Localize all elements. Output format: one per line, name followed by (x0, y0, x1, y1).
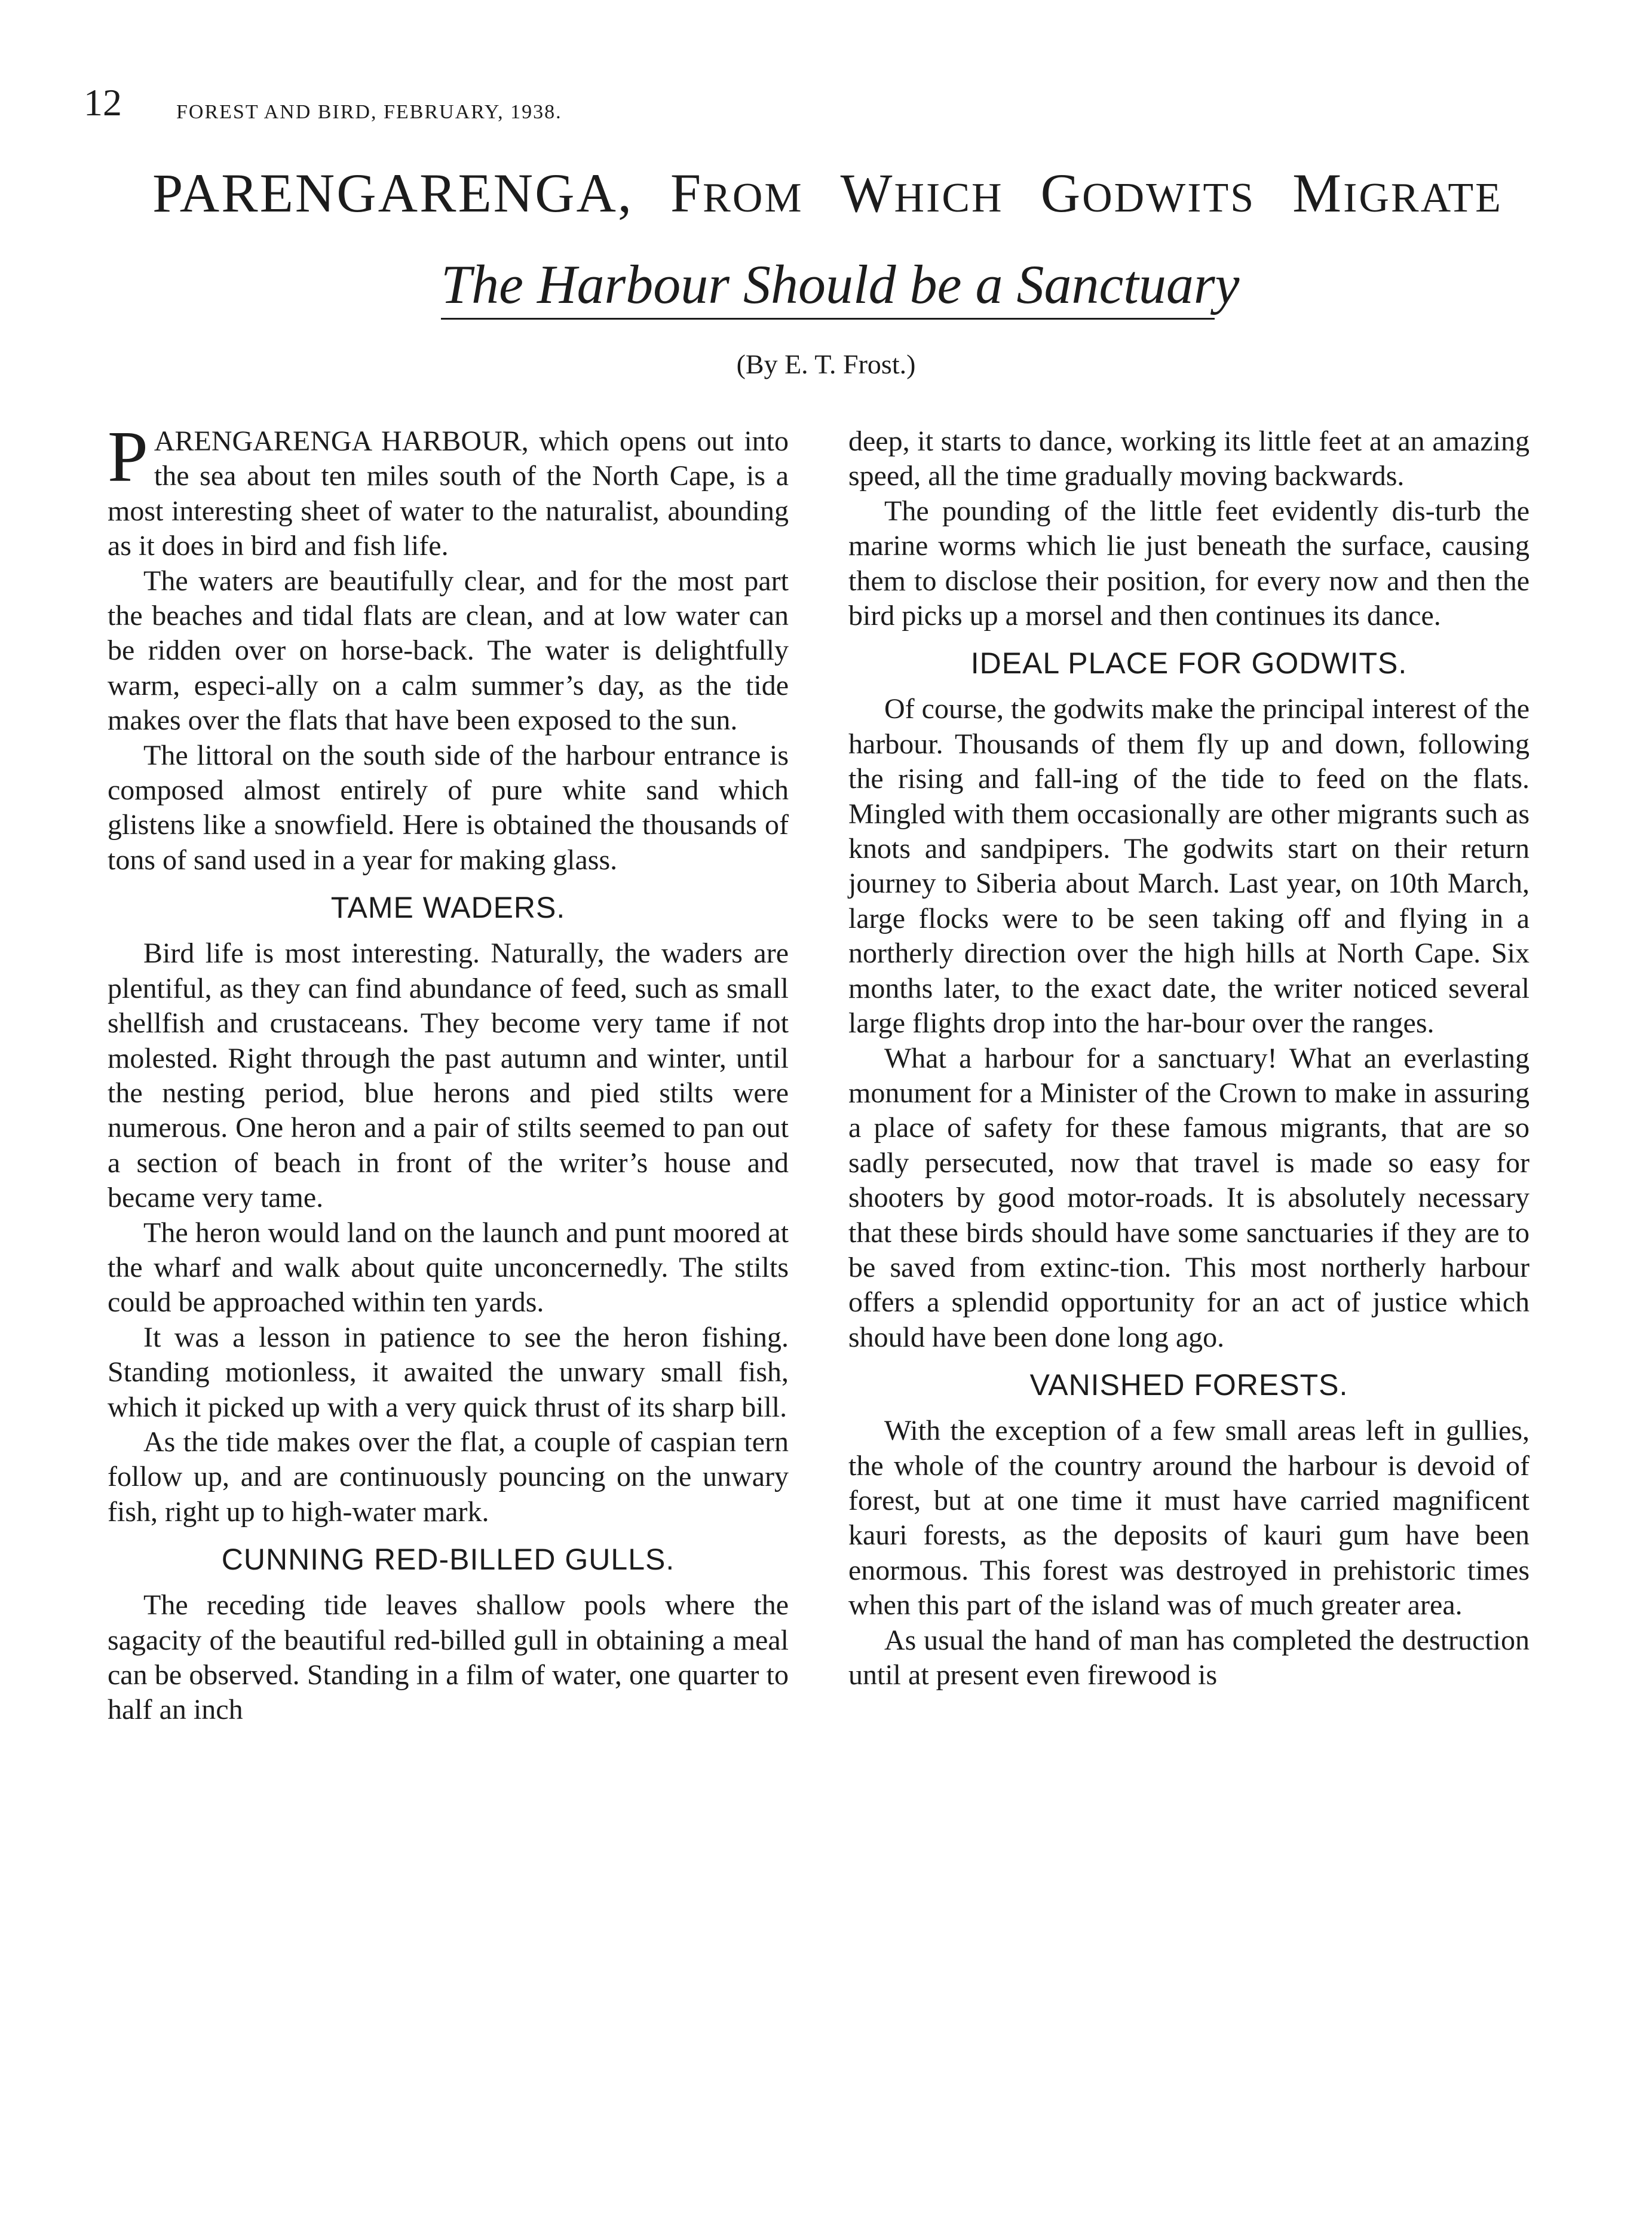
paragraph: What a harbour for a sanctuary! What an everlasting monument for a Minister of the Crown to make in assuring a place of safety for these famous migrants, that are so sadly persecuted, now that travel is made so easy for shooters by good motor-roads. It is absolutely necessary that these birds should have some sanctuaries if they are to be saved from extinc-tion. This most northerly harbour offers a splendid opportunity for an act of justice which should have been done long ago. (848, 1042, 1530, 1353)
section-heading-ideal-place: IDEAL PLACE FOR GODWITS. (970, 646, 1408, 681)
title-word: WHICH (840, 163, 1004, 223)
paragraph: It was a lesson in patience to see the heron fishing. Standing motionless, it awaited the unwary small fish, which it picked up with a very quick thrust of its sharp bill. (108, 1321, 789, 1423)
intro-text: which opens out into the sea about ten miles south of the North Cape, is a most interesting sheet of water to the naturalist, abounding as it does in bird and fish life. (108, 425, 789, 562)
intro-caps: ARENGARENGA HARBOUR, (154, 425, 529, 457)
title-word: FROM (670, 163, 804, 223)
paragraph: The heron would land on the launch and punt moored at the wharf and walk about quite unconcernedly. The stilts could be approached within ten yards. (108, 1216, 789, 1319)
right-column (848, 424, 1530, 1693)
paragraph: The pounding of the little feet evidently dis-turb the marine worms which lie just beneath the surface, causing them to disclose their position, for every now and then the bird picks up a morsel and then continues its dance. (848, 495, 1530, 632)
section-heading-gulls: CUNNING RED-BILLED GULLS. (221, 1543, 675, 1577)
section-heading-tame-waders: TAME WADERS. (330, 891, 566, 925)
left-column (108, 416, 789, 1728)
section-heading-vanished-forests: VANISHED FORESTS. (1029, 1368, 1348, 1402)
intro-paragraph (108, 416, 789, 564)
title-word: GODWITS (1040, 163, 1256, 223)
paragraph: The littoral on the south side of the harbour entrance is composed almost entirely of pure white sand which glistens like a snowfield. Here is obtained the thousands of tons of sand used in a year for making glass. (108, 739, 789, 876)
title-word: MIGRATE (1292, 163, 1503, 223)
byline: (By E. T. Frost.) (736, 349, 916, 379)
running-head: FOREST AND BIRD, FEBRUARY, 1938. (176, 101, 562, 123)
paragraph: The waters are beautifully clear, and for the most part the beaches and tidal flats are clean, and at low water can be ridden over on horse-back. The water is delightfully warm, especi-ally on a calm summer’s day, as the tide makes over the flats that have been exposed to the sun. (108, 565, 789, 737)
paragraph: As the tide makes over the flat, a couple of caspian tern follow up, and are continuously pouncing on the unwary fish, right up to high-water mark. (108, 1426, 789, 1528)
article-subtitle: The Harbour Should be a Sanctuary (441, 251, 1215, 320)
paragraph: Bird life is most interesting. Naturally, the waders are plentiful, as they can find abundance of feed, such as small shellfish and crustaceans. They become very tame if not molested. Right through the past autumn and winter, until the nesting period, blue herons and pied stilts were numerous. One heron and a pair of stilts seemed to pan out a section of beach in front of the writer’s house and became very tame. (108, 937, 789, 1214)
paragraph: Of course, the godwits make the principal interest of the harbour. Thousands of them fly up and down, following the rising and fall-ing of the tide to feed on the flats. Mingled with them occasionally are other migrants such as knots and sandpipers. The godwits start on their return journey to Siberia about March. Last year, on 10th March, large flocks were to be seen taking off and flying in a northerly direction over the high hills at North Cape. Six months later, to the exact date, the writer noticed several large flights drop into the har-bour over the ranges. (848, 693, 1530, 1040)
article-title (90, 161, 1565, 225)
paragraph: As usual the hand of man has completed the destruction until at present even firewood is (848, 1624, 1530, 1691)
title-word: PARENGARENGA, (152, 163, 633, 223)
paragraph: With the exception of a few small areas left in gullies, the whole of the country around the harbour is devoid of forest, but at one time it must have carried magnificent kauri forests, as the deposits of kauri gum have been enormous. This forest was destroyed in prehistoric times when this part of the island was of much greater area. (848, 1415, 1530, 1622)
paragraph: deep, it starts to dance, working its little feet at an amazing speed, all the time gradually moving backwards. (848, 425, 1530, 492)
page-number: 12 (84, 81, 122, 124)
drop-cap: P (108, 416, 148, 497)
paragraph: The receding tide leaves shallow pools where the sagacity of the beautiful red-billed gull in obtaining a meal can be observed. Standing in a film of water, one quarter to half an inch (108, 1589, 789, 1726)
